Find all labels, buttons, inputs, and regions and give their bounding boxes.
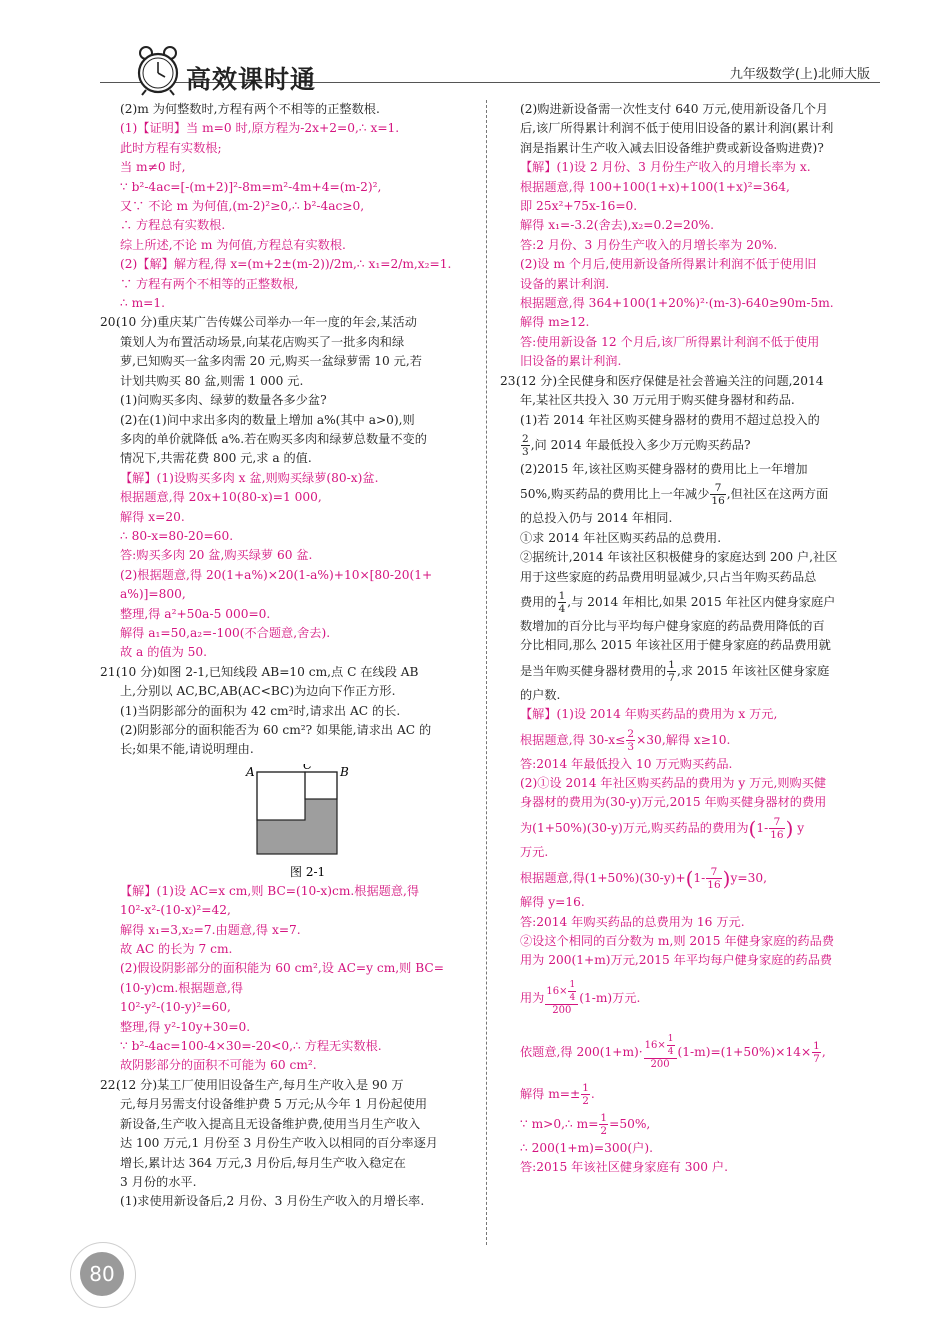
question-line: 20.(10 分)重庆某广告传媒公司举办一年一度的年会,某活动 — [100, 313, 472, 332]
q23-line: ①求 2014 年社区购买药品的总费用. — [520, 530, 722, 545]
solution-line: 用为 16× $\frac{1}{4}$ 200 (1-m)万元. — [520, 980, 641, 1017]
solution-line: ∴ m=1. — [120, 296, 166, 311]
text-line: 3 月份的水平. — [120, 1174, 197, 1189]
solution-line: 设备的累计利润. — [520, 276, 610, 291]
text-line: (2)在(1)问中求出多肉的数量上增加 a%(其中 a>0),则 — [120, 412, 415, 427]
q23-line: 的总投入仍与 2014 年相同. — [520, 511, 673, 526]
solution-line: 故 a 的值为 50. — [120, 645, 208, 660]
text-line: (2)购进新设备需一次性支付 640 万元,使用新设备几个月 — [520, 102, 829, 116]
solution-line: ∵ b²-4ac=100-4×30=-20<0,∴ 方程无实数根. — [120, 1039, 382, 1054]
fraction: $\frac{2}{3}$ — [522, 432, 529, 458]
solution-line: 解得 x₁=3,x₂=7.由题意,得 x=7. — [120, 922, 301, 937]
left-column — [100, 100, 472, 1212]
solution-line: 为(1+50%)(30-y)万元,购买药品的费用为(1- $\frac{7}{16}$ ) y — [520, 815, 805, 841]
text-line: 增长,累计达 364 万元,3 月份后,每月生产收入稳定在 — [120, 1155, 406, 1170]
solution-line: (10-y)cm.根据题意,得 — [120, 980, 244, 995]
solution-line: 旧设备的累计利润. — [520, 354, 622, 369]
solution-line: ∴ 200(1+m)=300(户). — [520, 1140, 653, 1155]
right-column — [500, 100, 872, 1178]
text-line: 润是指累计生产收入减去旧设备维护费或新设备购进费)? — [520, 140, 824, 155]
text-line: 策划人为布置活动场景,向某花店购买了一批多肉和绿 — [120, 334, 405, 349]
solution-line: 答:购买多肉 20 盆,购买绿萝 60 盆. — [120, 548, 313, 563]
text-line: 新设备,生产收入提高且无设备维护费,使用当月生产收入 — [120, 1116, 421, 1131]
text-line: 长;如果不能,请说明理由. — [120, 742, 254, 757]
solution-line: (2)根据题意,得 20(1+a%)×20(1-a%)+10×[80-20(1+ — [120, 567, 433, 582]
label-c: C — [303, 763, 313, 772]
question-number: 21. — [100, 664, 120, 679]
alarm-clock-icon — [132, 45, 184, 97]
question-line: 21.(10 分)如图 2-1,已知线段 AB=10 cm,点 C 在线段 AB — [100, 663, 472, 682]
text-line: 计划共购买 80 盆,则需 1 000 元. — [120, 373, 304, 388]
solution-line: 【解】(1)设 AC=x cm,则 BC=(10-x)cm.根据题意,得 — [120, 883, 420, 898]
solution-line: 此时方程有实数根; — [120, 140, 222, 155]
q23-line: 是当年购买健身器材费用的 $\frac{1}{7}$ ,求 2015 年该社区健身家庭 — [520, 658, 830, 684]
course-label: 九年级数学(上)北师大版 — [729, 67, 870, 82]
question-number: 20. — [100, 315, 120, 330]
q23-line: 分比相同,那么 2015 年该社区用于健身家庭的药品费用就 — [520, 638, 831, 653]
q23-line: 费用的 $\frac{1}{4}$ ,与 2014 年相比,如果 2015 年社区内健身家庭户 — [520, 589, 836, 615]
text-line: (2)阴影部分的面积能否为 60 cm²? 如果能,请求出 AC 的 — [120, 723, 432, 737]
solution-line: 【解】(1)设 2014 年购买药品的费用为 x 万元, — [520, 707, 778, 722]
solution-line: 10²-x²-(10-x)²=42, — [120, 903, 231, 918]
solution-line: 答:2014 年最低投入 10 万元购买药品. — [520, 756, 733, 771]
q23-line: 50%,购买药品的费用比上一年减少 $\frac{7}{16}$ ,但社区在这两方面 — [520, 482, 829, 508]
q23-line: 的户数. — [520, 687, 561, 702]
squares-diagram — [100, 764, 472, 882]
solution-line: 解得 a₁=50,a₂=-100(不合题意,舍去). — [120, 625, 331, 640]
solution-line: 根据题意,得(1+50%)(30-y)+(1- $\frac{7}{16}$ )y=30, — [520, 865, 767, 891]
text-line: 达 100 万元,1 月份至 3 月份生产收入以相同的百分率逐月 — [120, 1136, 438, 1151]
label-b: B — [340, 764, 349, 779]
solution-line: ∴ 80-x=80-20=60. — [120, 528, 234, 543]
text-line: (1)求使用新设备后,2 月份、3 月份生产收入的月增长率. — [120, 1194, 425, 1209]
solution-line: 10²-y²-(10-y)²=60, — [120, 1000, 231, 1015]
text-line: 年,某社区共投入 30 万元用于购买健身器材和药品. — [520, 393, 795, 408]
q23-line: (2)2015 年,该社区购买健身器材的费用比上一年增加 — [520, 461, 808, 476]
q23-line: ②据统计,2014 年该社区积极健身的家庭达到 200 户,社区 — [520, 550, 838, 565]
solution-line: (1)【证明】当 m=0 时,原方程为-2x+2=0,∴ x=1. — [120, 121, 400, 136]
solution-line: 又∵ 不论 m 为何值,(m-2)²≥0,∴ b²-4ac≥0, — [120, 199, 365, 214]
solution-line: (2)假设阴影部分的面积能为 60 cm²,设 AC=y cm,则 BC= — [120, 961, 444, 976]
solution-line: 综上所述,不论 m 为何值,方程总有实数根. — [120, 237, 346, 252]
solution-line: 用为 200(1+m)万元,2015 年平均每户健身家庭的药品费 — [520, 953, 833, 968]
label-a: A — [246, 764, 255, 779]
solution-line: 当 m≠0 时, — [120, 160, 186, 175]
solution-line: ∴ 方程总有实数根. — [120, 218, 226, 233]
text-line: (2)m 为何整数时,方程有两个不相等的正整数根. — [120, 102, 380, 116]
solution-line: 故阴影部分的面积不可能为 60 cm². — [120, 1058, 317, 1073]
solution-line: ∵ b²-4ac=[-(m+2)]²-8m=m²-4m+4=(m-2)², — [120, 179, 382, 194]
solution-line: 根据题意,得 30-x≤ $\frac{2}{3}$ ×30,解得 x≥10. — [520, 727, 731, 753]
solution-line: 根据题意,得 100+100(1+x)+100(1+x)²=364, — [520, 179, 790, 194]
solution-line: 故 AC 的长为 7 cm. — [120, 942, 233, 957]
figure-2-1 — [100, 764, 472, 882]
solution-line: 答:2015 年该社区健身家庭有 300 户. — [520, 1160, 728, 1175]
q23-part1-line: $\frac{2}{3}$ ,问 2014 年最低投入多少万元购买药品? — [522, 432, 751, 458]
text-line: 萝,已知购买一盆多肉需 20 元,购买一盆绿萝需 10 元,若 — [120, 354, 422, 369]
figure-caption: 图 2-1 — [290, 864, 326, 879]
text-line: (1)当阴影部分的面积为 42 cm²时,请求出 AC 的长. — [120, 703, 401, 718]
solution-line: 解得 x₁=-3.2(舍去),x₂=0.2=20%. — [520, 218, 715, 233]
text-line: 后,该厂所得累计利润不低于使用旧设备的累计利润(累计利 — [520, 121, 834, 136]
solution-line: 答:使用新设备 12 个月后,该厂所得累计利润不低于使用 — [520, 334, 820, 349]
solution-line: 解得 x=20. — [120, 509, 185, 524]
text-line: 上,分别以 AC,BC,AB(AC<BC)为边向下作正方形. — [120, 684, 396, 699]
solution-line: 身器材的费用为(30-y)万元,2015 年购买健身器材的费用 — [520, 795, 827, 810]
solution-line: 答:2 月份、3 月份生产收入的月增长率为 20%. — [520, 237, 778, 252]
solution-line: 整理,得 y²-10y+30=0. — [120, 1019, 251, 1034]
solution-line: 即 25x²+75x-16=0. — [520, 199, 638, 214]
solution-line: 解得 m=± $\frac{1}{2}$ . — [520, 1081, 595, 1107]
solution-line: 根据题意,得 20x+10(80-x)=1 000, — [120, 490, 322, 505]
text-line: 多肉的单价就降低 a%.若在购买多肉和绿萝总数量不变的 — [120, 431, 427, 446]
page-number: 80 — [80, 1252, 124, 1296]
solution-line: ∵ 方程有两个不相等的正整数根, — [120, 276, 299, 291]
question-line: 22.(12 分)某工厂使用旧设备生产,每月生产收入是 90 万 — [100, 1076, 472, 1095]
solution-line: 根据题意,得 364+100(1+20%)²·(m-3)-640≥90m-5m. — [520, 296, 834, 311]
q23-line: 数增加的百分比与平均每户健身家庭的药品费用降低的百 — [520, 618, 825, 633]
text-line: 情况下,共需花费 800 元,求 a 的值. — [120, 451, 312, 466]
q23-line: 用于这些家庭的药品费用明显减少,只占当年购买药品总 — [520, 569, 817, 584]
solution-line: 依题意,得 200(1+m)· 16× $\frac{1}{4}$ 200 (1-m)=(1+50%)×14× $\frac{1}{7}$ , — [520, 1034, 826, 1071]
text-line: (1)问购买多肉、绿萝的数量各多少盆? — [120, 393, 327, 408]
brand-title: 高效课时通 — [186, 65, 317, 94]
column-divider — [486, 100, 487, 1245]
question-line: 23.(12 分)全民健身和医疗保健是社会普遍关注的问题,2014 — [500, 372, 872, 391]
solution-line: (2)设 m 个月后,使用新设备所得累计利润不低于使用旧 — [520, 257, 817, 272]
solution-line: 解得 y=16. — [520, 895, 585, 910]
solution-line: 万元. — [520, 845, 549, 860]
solution-line: (2)①设 2014 年社区购买药品的费用为 y 万元,则购买健 — [520, 775, 827, 790]
solution-line: 【解】(1)设 2 月份、3 月份生产收入的月增长率为 x. — [520, 160, 811, 175]
solution-line: ②设这个相同的百分数为 m,则 2015 年健身家庭的药品费 — [520, 934, 835, 948]
solution-line: ∵ m>0,∴ m= $\frac{1}{2}$ =50%, — [520, 1111, 651, 1137]
solution-line: a%)]=800, — [120, 587, 186, 602]
solution-line: 【解】(1)设购买多肉 x 盆,则购买绿萝(80-x)盆. — [120, 470, 379, 485]
text-line: 元,每月另需支付设备维护费 5 万元;从今年 1 月份起使用 — [120, 1097, 428, 1112]
text-line: (1)若 2014 年社区购买健身器材的费用不超过总投入的 — [520, 412, 820, 427]
solution-line: 解得 m≥12. — [520, 315, 590, 330]
question-number: 22. — [100, 1077, 120, 1092]
solution-line: 整理,得 a²+50a-5 000=0. — [120, 606, 271, 621]
solution-line: (2)【解】解方程,得 x=(m+2±(m-2))/2m,∴ x₁=2/m,x₂=1. — [120, 257, 452, 272]
solution-line: 答:2014 年购买药品的总费用为 16 万元. — [520, 914, 745, 929]
question-number: 23. — [500, 373, 520, 388]
